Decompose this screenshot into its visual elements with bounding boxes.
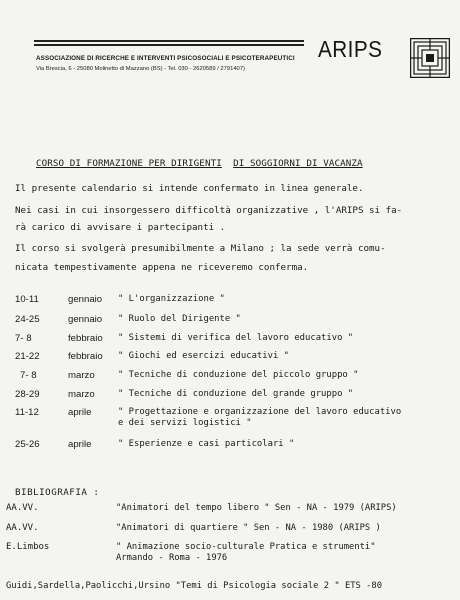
schedule-row	[0, 389, 460, 407]
bibliography-last-line: Guidi,Sardella,Paolicchi,Ursino "Temi di Psicologia sociale 2 " ETS -80	[6, 581, 383, 591]
bibliography-reference: " Animazione socio-culturale Pratica e strumenti"	[116, 542, 376, 552]
schedule-dates: 25-26	[15, 439, 40, 450]
schedule-month: febbraio	[68, 333, 103, 344]
schedule-dates: 7- 8	[20, 370, 37, 381]
schedule-topic: " L'organizzazione "	[118, 294, 225, 304]
schedule-topic: " Sistemi di verifica del lavoro educativo "	[118, 333, 354, 343]
schedule-dates: 10-11	[15, 294, 39, 305]
organization-name: ASSOCIAZIONE DI RICERCHE E INTERVENTI PSICOSOCIALI E PSICOTERAPEUTICI	[36, 55, 295, 62]
schedule-dates: 21-22	[15, 351, 40, 362]
schedule-row	[0, 439, 460, 457]
logo-text: ARIPS	[318, 36, 383, 62]
letterhead-rule-bottom	[34, 44, 304, 46]
course-title-part1: CORSO DI FORMAZIONE PER DIRIGENTI	[36, 158, 222, 169]
schedule-topic: " Tecniche di conduzione del piccolo gruppo "	[118, 370, 359, 380]
paragraph-line-5: nicata tempestivamente appena ne riceveremo conferma.	[15, 262, 309, 273]
schedule-month: gennaio	[68, 314, 103, 325]
schedule-topic: " Progettazione e organizzazione del lavoro educativo	[118, 407, 402, 417]
schedule-topic-continued: e dei servizi logistici "	[118, 418, 252, 428]
schedule-row	[0, 294, 460, 312]
schedule-month: aprile	[68, 407, 92, 418]
arips-logo-icon	[410, 38, 450, 78]
bibliography-author: E.Limbos	[6, 542, 50, 552]
bibliography-title: BIBLIOGRAFIA :	[15, 487, 100, 498]
bibliography-author: AA.VV.	[6, 503, 39, 513]
bibliography-reference-publisher: Armando - Roma - 1976	[116, 553, 228, 563]
schedule-topic: " Giochi ed esercizi educativi "	[118, 351, 289, 361]
schedule-topic: " Tecniche di conduzione del grande gruppo "	[118, 389, 354, 399]
schedule-topic: " Ruolo del Dirigente "	[118, 314, 241, 324]
letterhead-rule-top	[34, 40, 304, 42]
schedule-month: febbraio	[68, 351, 103, 362]
paragraph-line-2: Nei casi in cui insorgessero difficoltà organizzative , l'ARIPS si fa-	[15, 205, 403, 216]
schedule-row	[0, 407, 460, 433]
organization-address: Via Brescia, 6 - 25080 Molinetto di Mazzano (BS) - Tel. 030 - 2620589 / 2791407)	[36, 66, 245, 72]
paragraph-line-3: rà carico di avvisare i partecipanti .	[15, 222, 226, 233]
schedule-row	[0, 314, 460, 332]
schedule-row	[0, 351, 460, 369]
schedule-month: aprile	[68, 439, 92, 450]
schedule-month: marzo	[68, 370, 95, 381]
schedule-dates: 11-12	[15, 407, 39, 418]
bibliography-reference: "Animatori del tempo libero " Sen - NA - 1979 (ARIPS)	[116, 503, 397, 513]
schedule-month: marzo	[68, 389, 95, 400]
bibliography-author: AA.VV.	[6, 523, 39, 533]
schedule-month: gennaio	[68, 294, 103, 305]
schedule-dates: 24-25	[15, 314, 40, 325]
schedule-dates: 28-29	[15, 389, 40, 400]
schedule-dates: 7- 8	[15, 333, 32, 344]
paragraph-line-4: Il corso si svolgerà presumibilmente a Milano ; la sede verrà comu-	[15, 243, 386, 254]
schedule-row	[0, 333, 460, 351]
course-title-part2: DI SOGGIORNI DI VACANZA	[233, 158, 363, 169]
schedule-topic: " Esperienze e casi particolari "	[118, 439, 295, 449]
bibliography-reference: "Animatori di quartiere " Sen - NA - 1980 (ARIPS )	[116, 523, 381, 533]
schedule-row	[0, 370, 460, 388]
course-title	[36, 158, 363, 169]
paragraph-line-1: Il presente calendario si intende confermato in linea generale.	[15, 183, 364, 194]
